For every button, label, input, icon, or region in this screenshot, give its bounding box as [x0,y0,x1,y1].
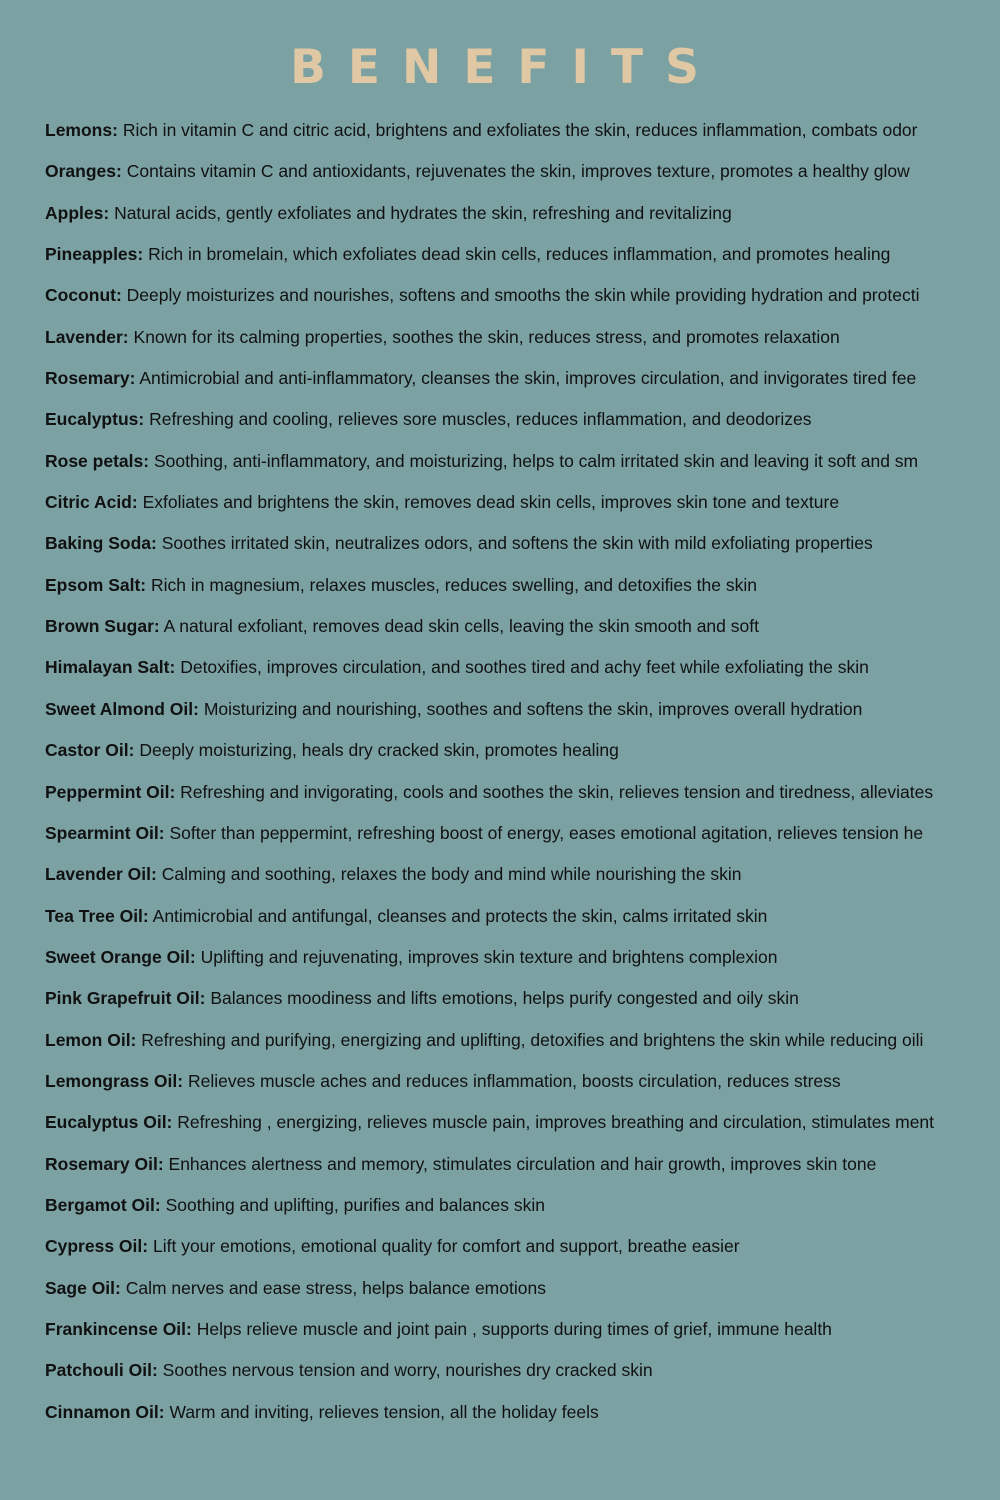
benefit-item [45,1354,1000,1395]
benefit-description: Detoxifies, improves circulation, and soothes tired and achy feet while exfoliating the skin [180,657,869,678]
benefit-term: Pink Grapefruit Oil: [45,988,206,1009]
benefit-item [45,197,1000,238]
benefit-description: Rich in magnesium, relaxes muscles, reduces swelling, and detoxifies the skin [151,574,757,595]
benefit-term: Spearmint Oil: [45,822,165,843]
benefit-term: Sage Oil: [45,1277,121,1298]
benefit-item [45,982,1000,1023]
benefit-term: Patchouli Oil: [45,1360,158,1381]
benefit-term: Sweet Almond Oil: [45,698,199,719]
benefit-item [45,734,1000,775]
benefit-description: Soothes irritated skin, neutralizes odors, and softens the skin with mild exfoliating properties [161,533,873,554]
benefit-description: Soothing and uplifting, purifies and balances skin [165,1194,546,1215]
benefit-description: Rich in bromelain, which exfoliates dead skin cells, reduces inflammation, and promotes healing [148,244,891,265]
benefit-item [45,651,1000,692]
benefit-term: Eucalyptus: [45,409,145,430]
benefit-term: Bergamot Oil: [45,1194,161,1215]
benefit-term: Apples: [45,202,110,223]
benefit-item [45,1065,1000,1106]
benefit-term: Lavender Oil: [45,864,157,885]
benefit-description: Refreshing and cooling, relieves sore muscles, reduces inflammation, and deodorizes [149,409,812,430]
benefit-item [45,1189,1000,1230]
benefit-term: Epsom Salt: [45,574,147,595]
benefit-description: Rich in vitamin C and citric acid, brightens and exfoliates the skin, reduces inflammation, combats odor [122,120,918,140]
benefit-description: Exfoliates and brightens the skin, removes dead skin cells, improves skin tone and texture [142,492,840,513]
benefit-description: Uplifting and rejuvenating, improves skin texture and brightens complexion [200,946,778,967]
benefit-item [45,527,1000,568]
benefit-description: Relieves muscle aches and reduces inflammation, boosts circulation, reduces stress [187,1070,841,1091]
benefit-item [45,362,1000,403]
benefit-term: Cinnamon Oil: [45,1401,165,1422]
benefit-term: Lemon Oil: [45,1029,137,1050]
benefit-item [45,1148,1000,1189]
benefit-item [45,900,1000,941]
benefit-item [45,155,1000,196]
benefit-term: Rose petals: [45,450,150,471]
benefit-term: Oranges: [45,161,122,182]
benefit-term: Cypress Oil: [45,1236,149,1257]
benefit-item [45,1272,1000,1313]
benefit-description: Balances moodiness and lifts emotions, helps purify congested and oily skin [210,988,799,1009]
benefit-description: Warm and inviting, relieves tension, all the holiday feels [169,1401,599,1422]
benefit-term: Peppermint Oil: [45,781,176,802]
benefit-term: Tea Tree Oil: [45,905,149,926]
benefit-description: Deeply moisturizes and nourishes, softens and smooths the skin while providing hydration and protecti [126,285,920,306]
benefit-item [45,279,1000,320]
benefit-item [45,1230,1000,1271]
benefit-item [45,114,1000,155]
benefit-description: Calm nerves and ease stress, helps balance emotions [125,1277,546,1298]
benefit-item [45,238,1000,279]
benefit-description: Deeply moisturizing, heals dry cracked skin, promotes healing [139,740,619,761]
benefit-item [45,321,1000,362]
benefit-term: Baking Soda: [45,533,157,554]
benefit-item [45,486,1000,527]
benefit-description: Natural acids, gently exfoliates and hydrates the skin, refreshing and revitalizing [114,202,732,223]
benefit-item [45,817,1000,858]
benefit-term: Sweet Orange Oil: [45,946,196,967]
benefit-description: Calming and soothing, relaxes the body and mind while nourishing the skin [161,864,742,885]
benefit-term: Eucalyptus Oil: [45,1112,173,1133]
benefit-term: Citric Acid: [45,492,138,513]
benefit-term: Brown Sugar: [45,616,160,637]
benefit-item [45,776,1000,817]
benefit-term: Lemongrass Oil: [45,1070,184,1091]
page-title: BENEFITS [290,40,721,95]
benefit-description: Antimicrobial and anti-inflammatory, cleanses the skin, improves circulation, and invigorates tired fee [139,368,917,389]
benefit-description: Moisturizing and nourishing, soothes and softens the skin, improves overall hydration [203,698,863,719]
benefit-item [45,1024,1000,1065]
benefit-description: Enhances alertness and memory, stimulates circulation and hair growth, improves skin tone [168,1153,877,1174]
benefit-description: Lift your emotions, emotional quality for comfort and support, breathe easier [152,1236,740,1257]
benefit-item [45,403,1000,444]
benefit-term: Coconut: [45,285,122,306]
benefit-description: Contains vitamin C and antioxidants, rejuvenates the skin, improves texture, promotes a healthy glow [126,161,910,182]
benefit-item [45,569,1000,610]
benefit-description: Known for its calming properties, soothes the skin, reduces stress, and promotes relaxation [133,326,840,347]
benefit-term: Lemons: [45,120,118,140]
benefit-item [45,1313,1000,1354]
benefit-term: Frankincense Oil: [45,1318,192,1339]
benefit-term: Rosemary: [45,368,136,389]
benefit-description: Soothing, anti-inflammatory, and moisturizing, helps to calm irritated skin and leaving it soft and sm [153,450,919,471]
benefit-item [45,693,1000,734]
benefit-description: Softer than peppermint, refreshing boost of energy, eases emotional agitation, relieves tension he [169,822,924,843]
benefit-description: Refreshing and purifying, energizing and uplifting, detoxifies and brightens the skin while reducing oili [141,1029,924,1050]
benefit-item [45,610,1000,651]
benefit-item [45,1396,1000,1437]
benefit-term: Lavender: [45,326,129,347]
benefit-description: Antimicrobial and antifungal, cleanses and protects the skin, calms irritated skin [152,905,768,926]
benefit-item [45,941,1000,982]
benefit-description: Refreshing and invigorating, cools and soothes the skin, relieves tension and tiredness, alleviates [180,781,934,802]
benefit-item [45,858,1000,899]
benefit-term: Castor Oil: [45,740,135,761]
benefits-list [45,114,1000,1437]
benefit-description: Helps relieve muscle and joint pain , supports during times of grief, immune health [196,1318,832,1339]
benefit-item [45,445,1000,486]
benefit-description: Refreshing , energizing, relieves muscle pain, improves breathing and circulation, stimulates ment [177,1112,935,1133]
benefit-description: Soothes nervous tension and worry, nourishes dry cracked skin [162,1360,653,1381]
benefit-term: Himalayan Salt: [45,657,176,678]
benefit-item [45,1106,1000,1147]
benefit-description: A natural exfoliant, removes dead skin cells, leaving the skin smooth and soft [163,616,759,637]
benefit-term: Pineapples: [45,244,144,265]
benefit-term: Rosemary Oil: [45,1153,164,1174]
